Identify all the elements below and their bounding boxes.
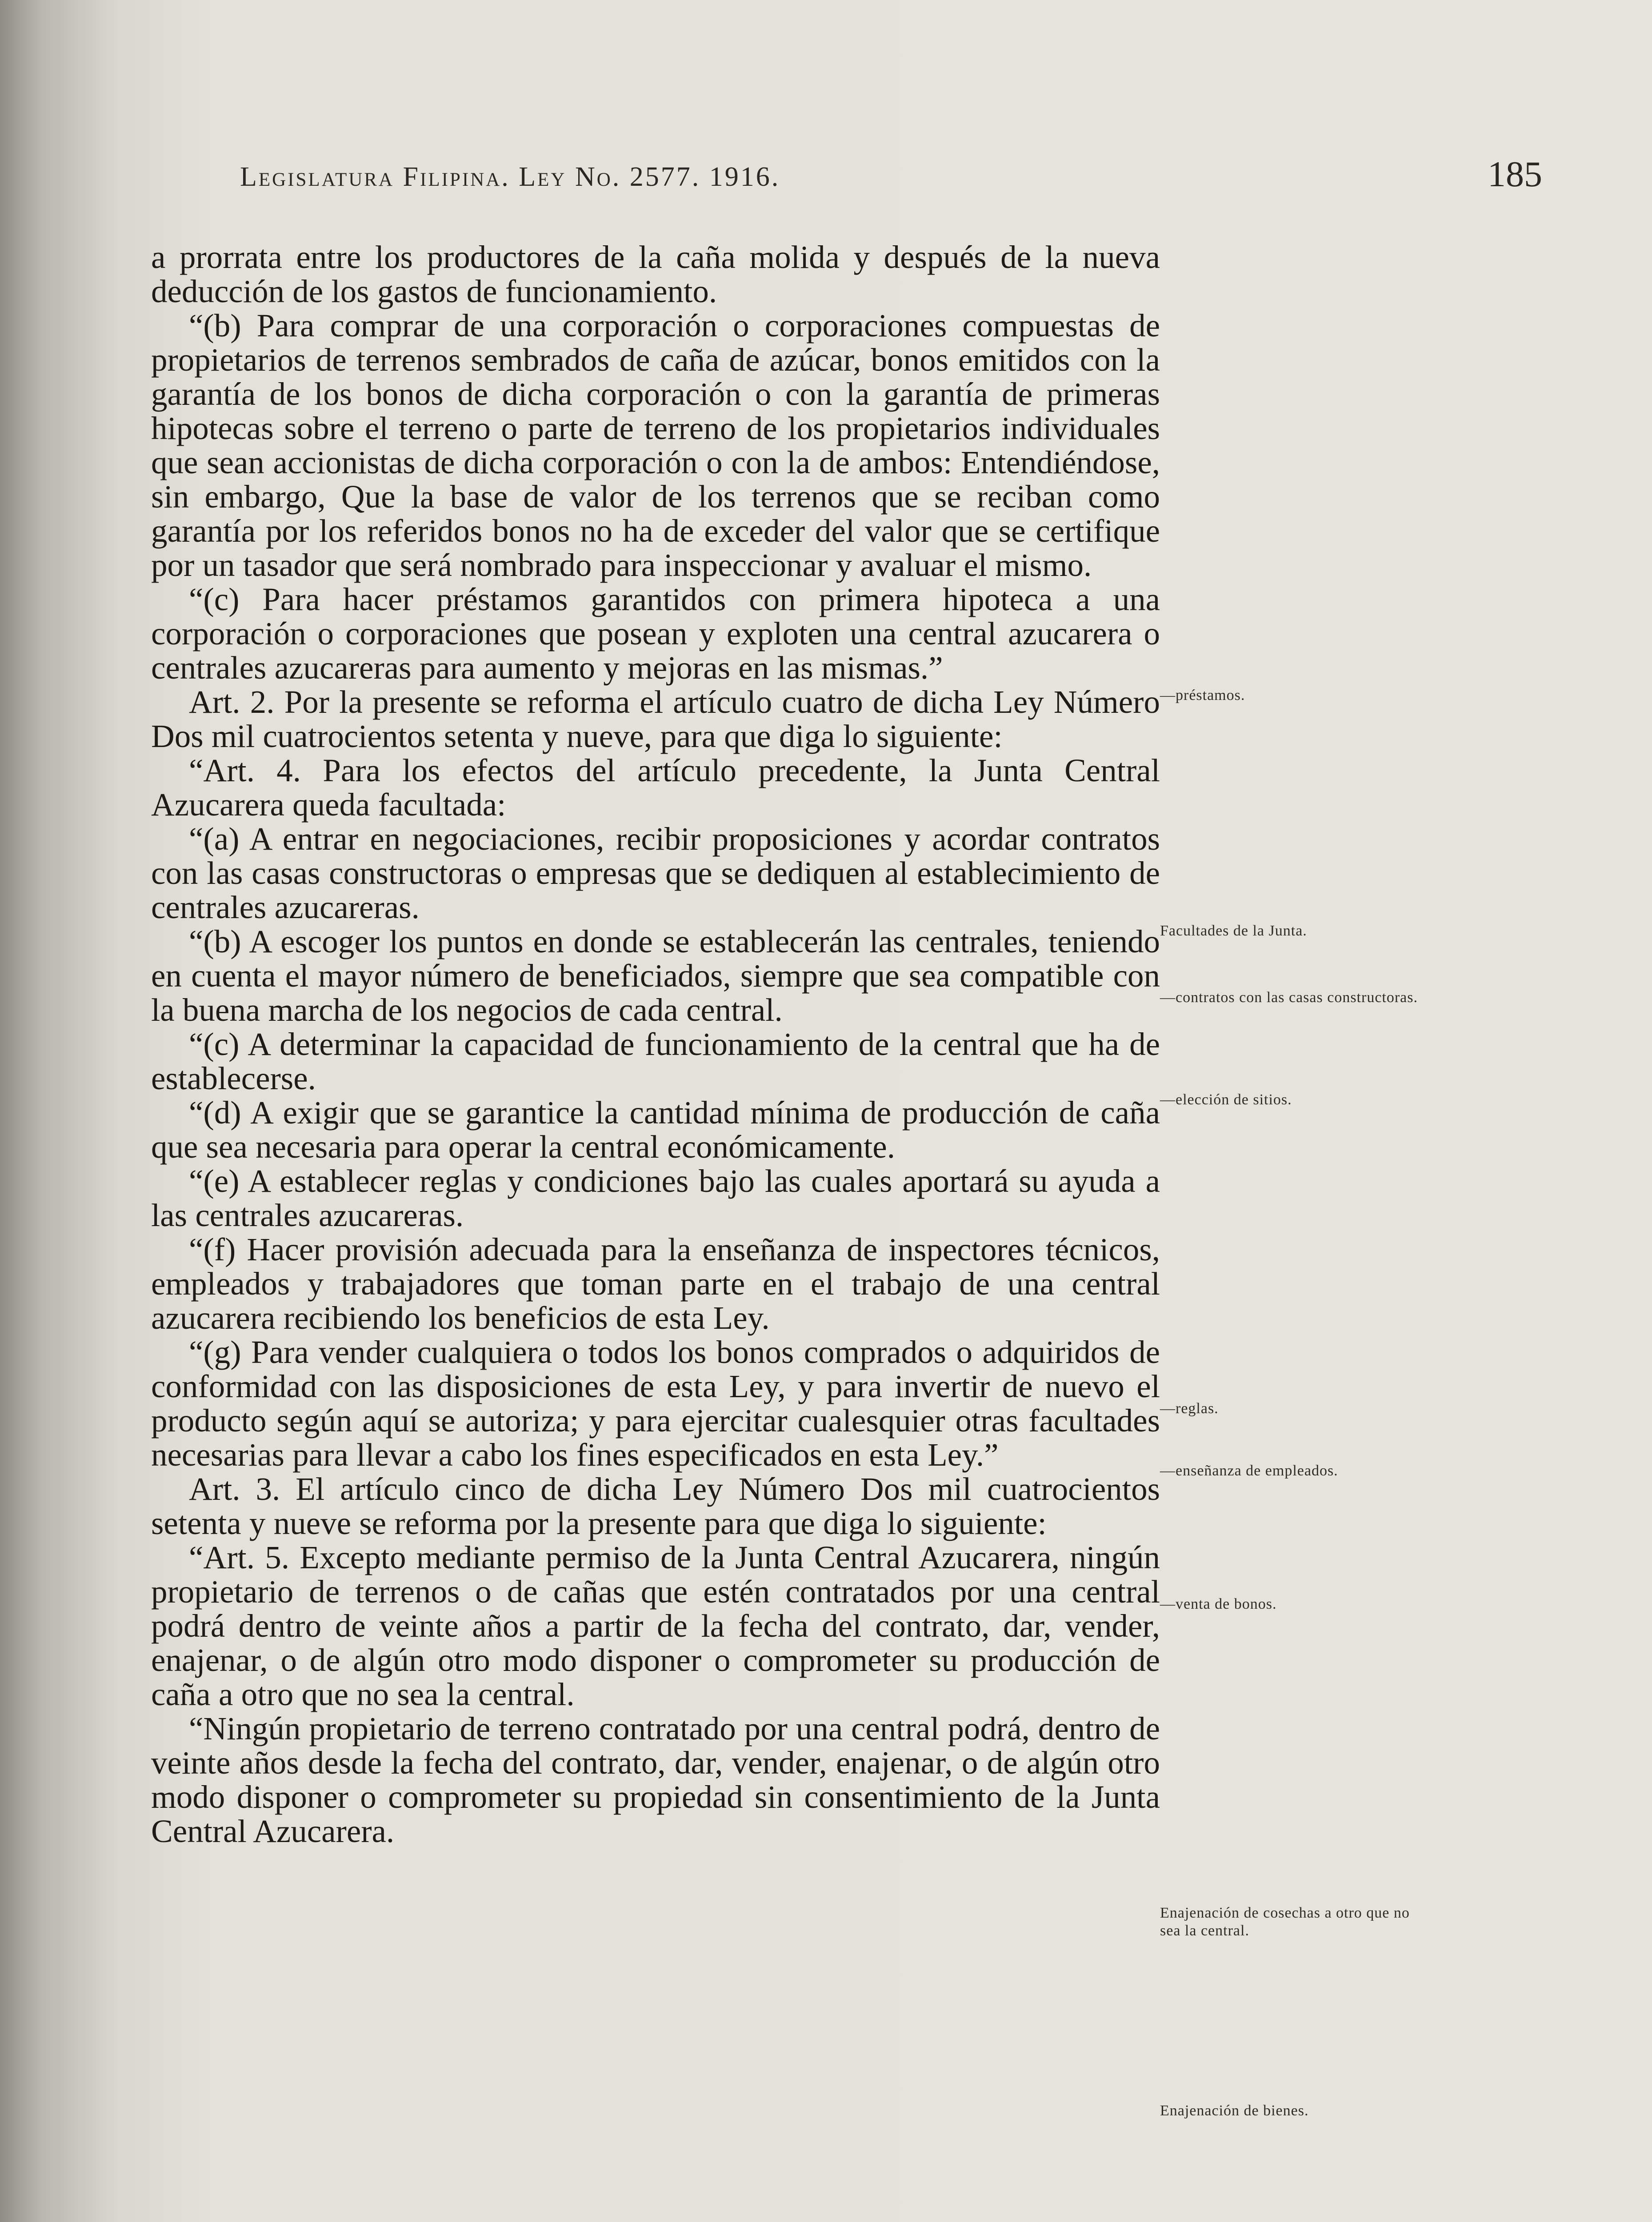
page-header bbox=[240, 153, 1542, 224]
paragraph: “Art. 4. Para los efectos del artículo precedente, la Junta Central Azucarera queda facultada: bbox=[151, 752, 1160, 823]
paragraph: “(e) A establecer reglas y condiciones bajo las cuales aportará su ayuda a las centrales azucareras. bbox=[151, 1163, 1160, 1233]
margin-note-facultades: Facultades de la Junta. bbox=[1160, 923, 1307, 939]
page-number: 185 bbox=[1488, 154, 1542, 194]
margin-note-prestamos: —préstamos. bbox=[1160, 687, 1245, 703]
margin-note-enajenacion-bienes: Enajenación de bienes. bbox=[1160, 2102, 1309, 2119]
paragraph: “(a) A entrar en negociaciones, recibir proposiciones y acordar contratos con las casas constructoras o empresas que se dediquen al establecimiento de centrales azucareras. bbox=[151, 821, 1160, 925]
paragraph: “(d) A exigir que se garantice la cantidad mínima de producción de caña que sea necesaria para operar la central económicamente. bbox=[151, 1095, 1160, 1165]
margin-note-eleccion-sitios: —elección de sitios. bbox=[1160, 1091, 1292, 1108]
paragraph: “(b) A escoger los puntos en donde se establecerán las centrales, teniendo en cuenta el mayor número de beneficiados, siempre que sea compatible con la buena marcha de los negocios de cada central. bbox=[151, 923, 1160, 1028]
margin-note-reglas: —reglas. bbox=[1160, 1400, 1219, 1417]
paragraph: Art. 2. Por la presente se reforma el artículo cuatro de dicha Ley Número Dos mil cuatrocientos setenta y nueve, para que diga lo siguiente: bbox=[151, 684, 1160, 754]
margin-note-enajenacion-cosechas: Enajenación de cosechas a otro que no sea la central. bbox=[1160, 1905, 1410, 1939]
paragraph: “(c) A determinar la capacidad de funcionamiento de la central que ha de establecerse. bbox=[151, 1026, 1160, 1096]
margin-note-venta-bonos: —venta de bonos. bbox=[1160, 1596, 1277, 1612]
margin-note-contratos: —contratos con las casas constructoras. bbox=[1160, 989, 1418, 1006]
body-text bbox=[151, 240, 1160, 1848]
paragraph: “(f) Hacer provisión adecuada para la enseñanza de inspectores técnicos, empleados y trabajadores que toman parte en el trabajo de una central azucarera recibiendo los beneficios de esta Ley. bbox=[151, 1231, 1160, 1336]
paragraph: “Art. 5. Excepto mediante permiso de la Junta Central Azucarera, ningún propietario de terrenos o de cañas que estén contratados por una central podrá dentro de veinte años a partir de la fecha del contrato, dar, vender, enajenar, o de algún otro modo disponer o comprometer su producción de caña a otro que no sea la central. bbox=[151, 1539, 1160, 1712]
margin-note-ensenanza: —enseñanza de empleados. bbox=[1160, 1463, 1338, 1479]
paragraph: “Ningún propietario de terreno contratado por una central podrá, dentro de veinte años desde la fecha del contrato, dar, vender, enajenar, o de algún otro modo disponer o comprometer su propiedad sin consentimiento de la Junta Central Azucarera. bbox=[151, 1710, 1160, 1849]
paragraph: “(g) Para vender cualquiera o todos los bonos comprados o adquiridos de conformidad con las disposiciones de esta Ley, y para invertir de nuevo el producto según aquí se autoriza; y para ejercitar cualesquier otras facultades necesarias para llevar a cabo los fines especificados en esta Ley.” bbox=[151, 1334, 1160, 1473]
paragraph: “(b) Para comprar de una corporación o corporaciones compuestas de propietarios de terrenos sembrados de caña de azúcar, bonos emitidos con la garantía de los bonos de dicha corporación o con la garantía de primeras hipotecas sobre el terreno o parte de terreno de los propietarios individuales que sean accionistas de dicha corporación o con la de ambos: Entendiéndose, sin embargo, Que la base de valor de los terrenos que se reciban como garantía por los referidos bonos no ha de exceder del valor que se certifique por un tasador que será nombrado para inspeccionar y avaluar el mismo. bbox=[151, 308, 1160, 583]
paragraph: a prorrata entre los productores de la caña molida y después de la nueva deducción de los gastos de funcionamiento. bbox=[151, 239, 1160, 309]
paragraph: “(c) Para hacer préstamos garantidos con primera hipoteca a una corporación o corporaciones que posean y exploten una central azucarera o centrales azucareras para aumento y mejoras en las mismas.” bbox=[151, 581, 1160, 686]
paragraph: Art. 3. El artículo cinco de dicha Ley Número Dos mil cuatrocientos setenta y nueve se reforma por la presente para que diga lo siguiente: bbox=[151, 1471, 1160, 1541]
running-head: Legislatura Filipina. Ley No. 2577. 1916. bbox=[240, 162, 780, 192]
